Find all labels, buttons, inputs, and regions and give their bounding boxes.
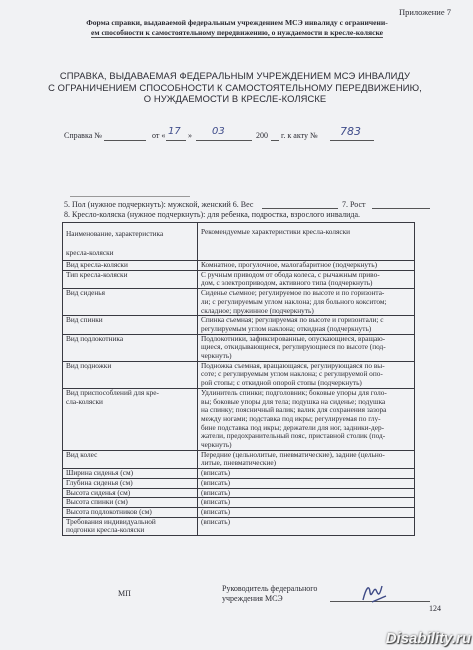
table-row — [63, 361, 415, 388]
table-row — [63, 388, 415, 450]
document-title — [40, 70, 430, 105]
row-name-cell: Вид приспособлений для кре- сла-коляски — [63, 388, 198, 450]
handwritten-signature — [360, 580, 388, 610]
reference-number-line — [104, 140, 146, 141]
table-row — [63, 507, 415, 517]
reference-year: 200 — [256, 131, 268, 140]
row-value-cell: Комнатное, прогулочное, малогабаритное (подчеркнуть) — [198, 261, 415, 271]
header-cell-name — [63, 223, 198, 261]
handwritten-day: 17 — [168, 126, 181, 137]
row-name-cell: Высота спинки (см) — [63, 498, 198, 508]
handwritten-month: 03 — [212, 126, 225, 137]
table-row — [63, 289, 415, 316]
form-title — [22, 18, 452, 38]
watermark: Disability.ru — [385, 630, 471, 647]
header-cell-recommended — [198, 223, 415, 261]
table-row — [63, 334, 415, 361]
appendix-label: Приложение 7 — [399, 7, 451, 17]
form-title-line: Форма справки, выдаваемой федеральным учреждением МСЭ инвалиду с ограничени- — [86, 18, 388, 27]
height-line — [372, 208, 430, 209]
row-name-cell: Вид спинки — [63, 316, 198, 334]
row-name-cell: Глубина сиденья (см) — [63, 478, 198, 488]
row-value-cell: (вписать) — [198, 478, 415, 488]
blank-line — [70, 196, 190, 197]
table-header-row — [63, 223, 415, 261]
row-value-cell: (вписать) — [198, 507, 415, 517]
reference-act-label: г. к акту № — [281, 131, 318, 140]
item-7-height: 7. Рост — [342, 200, 366, 209]
weight-line — [262, 208, 338, 209]
year-line — [271, 140, 279, 141]
row-name-cell: Вид подножки — [63, 361, 198, 388]
row-value-cell: (вписать) — [198, 517, 415, 535]
row-value-cell: Подлокотники, зафиксированные, опускающиеся, вращаю- щиеся, откидывающиеся, регулирующиеся по высоте (под- черкнуть) — [198, 334, 415, 361]
row-name-cell: Вид сиденья — [63, 289, 198, 316]
table-row — [63, 450, 415, 468]
header-recommended-text: Рекомендуемые характеристики кресла-коляски — [201, 227, 351, 236]
row-name-cell: Ширина сиденья (см) — [63, 469, 198, 479]
handwritten-act-number: 783 — [340, 125, 361, 138]
table-row — [63, 469, 415, 479]
row-value-cell: Подножка съемная, вращающаяся, регулирующаяся по вы- соте; с регулируемым углом наклона; с регулируемой опо- рой стопы; с откидной опорой стопы (подчеркнуть) — [198, 361, 415, 388]
head-title-line: учреждения МСЭ — [222, 594, 283, 603]
header-name-line: кресла-коляски — [66, 247, 114, 257]
row-name-cell: Вид подлокотника — [63, 334, 198, 361]
row-name-cell: Высота сиденья (см) — [63, 488, 198, 498]
table-row — [63, 517, 415, 535]
row-value-cell: (вписать) — [198, 498, 415, 508]
signature-icon — [360, 580, 388, 606]
title-line: СПРАВКА, ВЫДАВАЕМАЯ ФЕДЕРАЛЬНЫМ УЧРЕЖДЕНИЕМ МСЭ ИНВАЛИДУ — [59, 70, 411, 81]
row-name-cell: Вид кресла-коляски — [63, 261, 198, 271]
month-line — [196, 140, 252, 141]
row-value-cell: (вписать) — [198, 488, 415, 498]
reference-close-quote: » — [188, 131, 192, 140]
title-line: С ОГРАНИЧЕНИЕМ СПОСОБНОСТИ К САМОСТОЯТЕЛЬНОМУ ПЕРЕДВИЖЕНИЮ, — [48, 81, 422, 93]
page-number: 124 — [429, 604, 441, 613]
stamp-mp: МП — [118, 589, 131, 598]
table-row — [63, 261, 415, 271]
act-number-line — [330, 140, 374, 141]
row-name-cell: Вид колес — [63, 450, 198, 468]
item-8-wheelchair-type: 8. Кресло-коляска (нужное подчеркнуть): для ребенка, подростка, взрослого инвалида. — [64, 210, 360, 219]
title-line: О НУЖДАЕМОСТИ В КРЕСЛЕ-КОЛЯСКЕ — [143, 93, 327, 105]
characteristics-table — [62, 222, 415, 536]
header-name-line: Наименование, характеристика — [66, 229, 164, 238]
row-value-cell: С ручным приводом от обода колеса, с рычажным приво- дом, с электроприводом, активного типа (подчеркнуть) — [198, 270, 415, 288]
item-5-gender-weight: 5. Пол (нужное подчеркнуть): мужской, женский 6. Вес — [64, 200, 254, 209]
form-title-line: ем способности к самостоятельному передвижению, о нуждаемости в кресле-коляске — [91, 27, 383, 37]
row-name-cell: Высота подлокотников (см) — [63, 507, 198, 517]
table-row — [63, 270, 415, 288]
day-line — [166, 140, 186, 141]
reference-label: Справка № — [64, 131, 102, 140]
row-name-cell: Требования индивидуальной подгонки кресла-коляски — [63, 517, 198, 535]
row-value-cell: Сиденье съемное; регулируемое по высоте и по горизонта- ли; с регулируемым углом наклона; для больного кокситом; складное; пружинное (подчеркнуть) — [198, 289, 415, 316]
head-title-line: Руководитель федерального — [222, 584, 318, 593]
row-name-cell: Тип кресла-коляски — [63, 270, 198, 288]
table-row — [63, 316, 415, 334]
table-row — [63, 478, 415, 488]
row-value-cell: (вписать) — [198, 469, 415, 479]
row-value-cell: Удлинитель спинки; подголовник; боковые упоры для голо- вы; боковые упоры для тела; подушка на сиденье; подушка на спинку; поясничный валик; валик для сохранения зазора между ногами; подставка под икры; регулируемая по глу- бине подставка под икры; держатели для ног, задники-дер- жатели, предохранительный пояс, приставной столик (под- черкнуть) — [198, 388, 415, 450]
reference-from: от « — [152, 131, 166, 140]
row-value-cell: Спинка съемная; регулируемая по высоте и горизонтали; с регулируемым углом наклона; откидная (подчеркнуть) — [198, 316, 415, 334]
row-value-cell: Передние (цельнолитые, пневматические), задние (цельно- литые, пневматические) — [198, 450, 415, 468]
